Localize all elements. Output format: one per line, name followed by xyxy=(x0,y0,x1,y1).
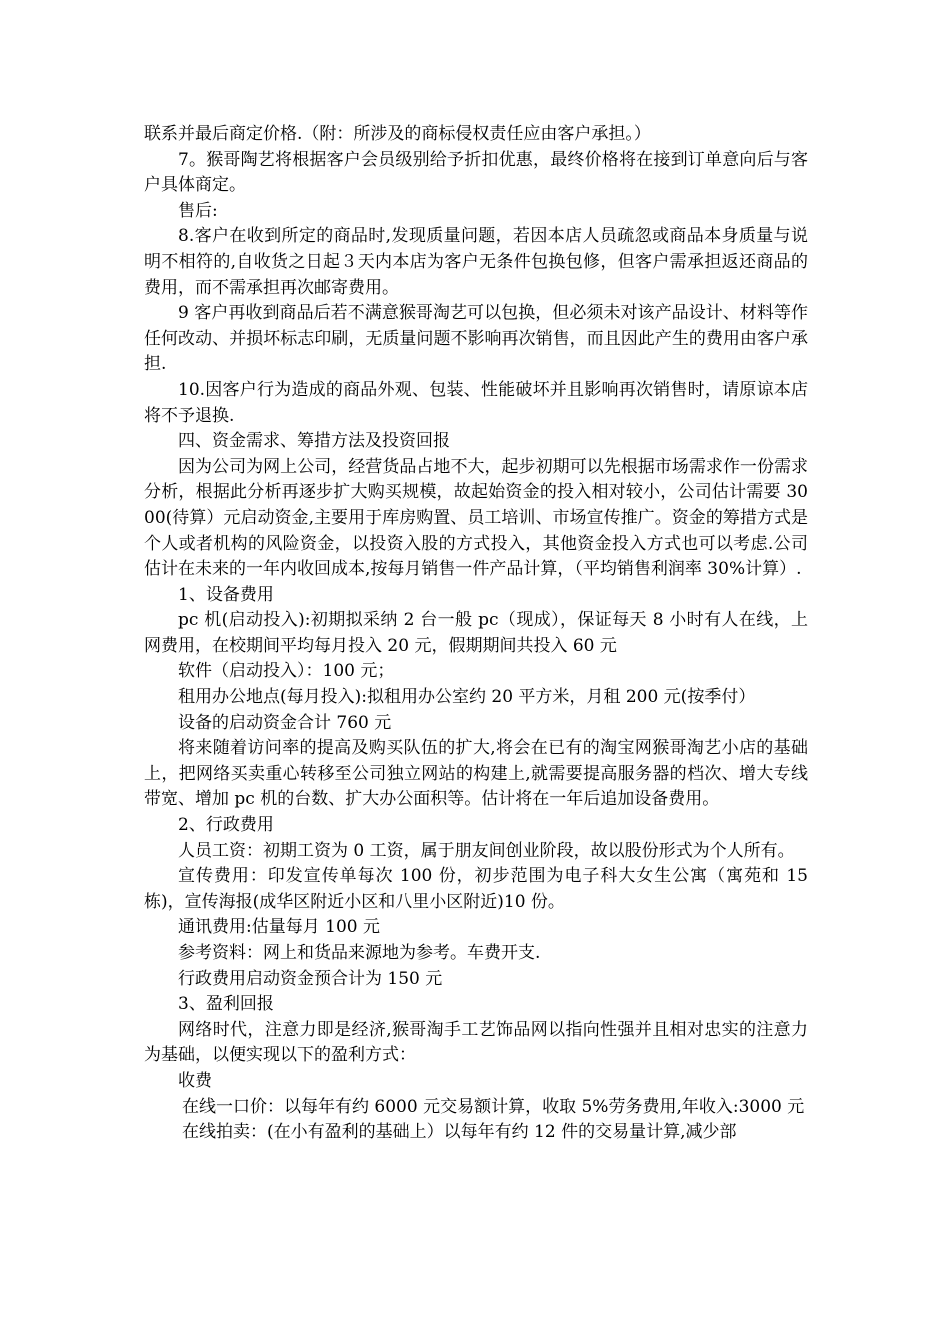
paragraph-future-expansion: 将来随着访问率的提高及购买队伍的扩大,将会在已有的淘宝网猴哥淘艺小店的基础上，把网络买卖重心转移至公司独立网站的构建上,就需要提高服务器的档次、增大专线带宽、增加 pc 机的台数、扩大办公面积等。估计将在一年后追加设备费用。 xyxy=(144,738,808,810)
paragraph-item-10: 10.因客户行为造成的商品外观、包装、性能破坏并且影响再次销售时，请原谅本店将不予退换. xyxy=(144,379,808,426)
paragraph-fixed-price: 在线一口价：以每年有约 6000 元交易额计算，收取 5%劳务费用,年收入:3000 元 xyxy=(182,1096,805,1117)
subheading-admin-costs: 2、行政费用 xyxy=(178,815,274,836)
paragraph-continuation: 联系并最后商定价格.（附：所涉及的商标侵权责任应由客户承担。） xyxy=(144,124,651,144)
paragraph-attention-economy: 网络时代，注意力即是经济,猴哥淘手工艺饰品网以指向性强并且相对忠实的注意力为基础，以便实现以下的盈利方式： xyxy=(144,1019,808,1066)
paragraph-software: 软件（启动投入）：100 元； xyxy=(178,661,395,682)
section-heading-funding: 四、资金需求、筹措方法及投资回报 xyxy=(178,431,450,452)
subheading-profit: 3、盈利回报 xyxy=(178,994,274,1015)
paragraph-fees: 收费 xyxy=(178,1070,212,1091)
document-page xyxy=(144,122,808,1146)
paragraph-communication: 通讯费用:估量每月 100 元 xyxy=(178,917,380,938)
paragraph-equipment-total: 设备的启动资金合计 760 元 xyxy=(178,712,392,733)
paragraph-promotion: 宣传费用：印发宣传单每次 100 份，初步范围为电子科大女生公寓（寓苑和 15 栋)，宣传海报(成华区附近小区和八里小区附近)10 份。 xyxy=(144,866,808,912)
paragraph-pc: pc 机(启动投入):初期拟采纳 2 台一般 pc（现成），保证每天 8 小时有人在线，上网费用，在校期间平均每月投入 20 元，假期期间共投入 60 元 xyxy=(144,610,808,656)
paragraph-references: 参考资料：网上和货品来源地为参考。车费开支. xyxy=(178,943,541,963)
paragraph-office-rent: 租用办公地点(每月投入):拟租用办公室约 20 平方米，月租 200 元(按季付） xyxy=(178,687,756,708)
subheading-equipment-costs: 1、设备费用 xyxy=(178,584,274,605)
heading-after-sales: 售后: xyxy=(178,200,218,221)
paragraph-admin-total: 行政费用启动资金预合计为 150 元 xyxy=(178,968,443,989)
paragraph-funding: 因为公司为网上公司，经营货品占地不大，起步初期可以先根据市场需求作一份需求分析，根据此分析再逐步扩大购买规模，故起始资金的投入相对较小，公司估计需要 3000(待算）元启动资金,主要用于库房购置、员工培训、市场宣传推广。资金的筹措方式是个人或者机构的风险资金，以投资入股的方式投入，其他资金投入方式也可以考虑.公司估计在未来的一年内收回成本,按每月销售一件产品计算，（平均销售利润率 30%计算）. xyxy=(144,456,808,580)
paragraph-salary: 人员工资：初期工资为 0 工资，属于朋友间创业阶段，故以股份形式为个人所有。 xyxy=(178,840,795,861)
paragraph-item-8: 8.客户在收到所定的商品时,发现质量问题，若因本店人员疏忽或商品本身质量与说明不相符的,自收货之日起３天内本店为客户无条件包换包修，但客户需承担返还商品的费用，而不需承担再次邮寄费用。 xyxy=(144,226,808,298)
paragraph-item-7: 7。猴哥陶艺将根据客户会员级别给予折扣优惠，最终价格将在接到订单意向后与客户具体商定。 xyxy=(144,149,808,196)
paragraph-item-9: 9 客户再收到商品后若不满意猴哥淘艺可以包换，但必须未对该产品设计、材料等作任何改动、并损坏标志印刷，无质量问题不影响再次销售，而且因此产生的费用由客户承担. xyxy=(144,303,808,375)
paragraph-auction: 在线拍卖：(在小有盈利的基础上）以每年有约 12 件的交易量计算,减少部 xyxy=(182,1122,737,1143)
